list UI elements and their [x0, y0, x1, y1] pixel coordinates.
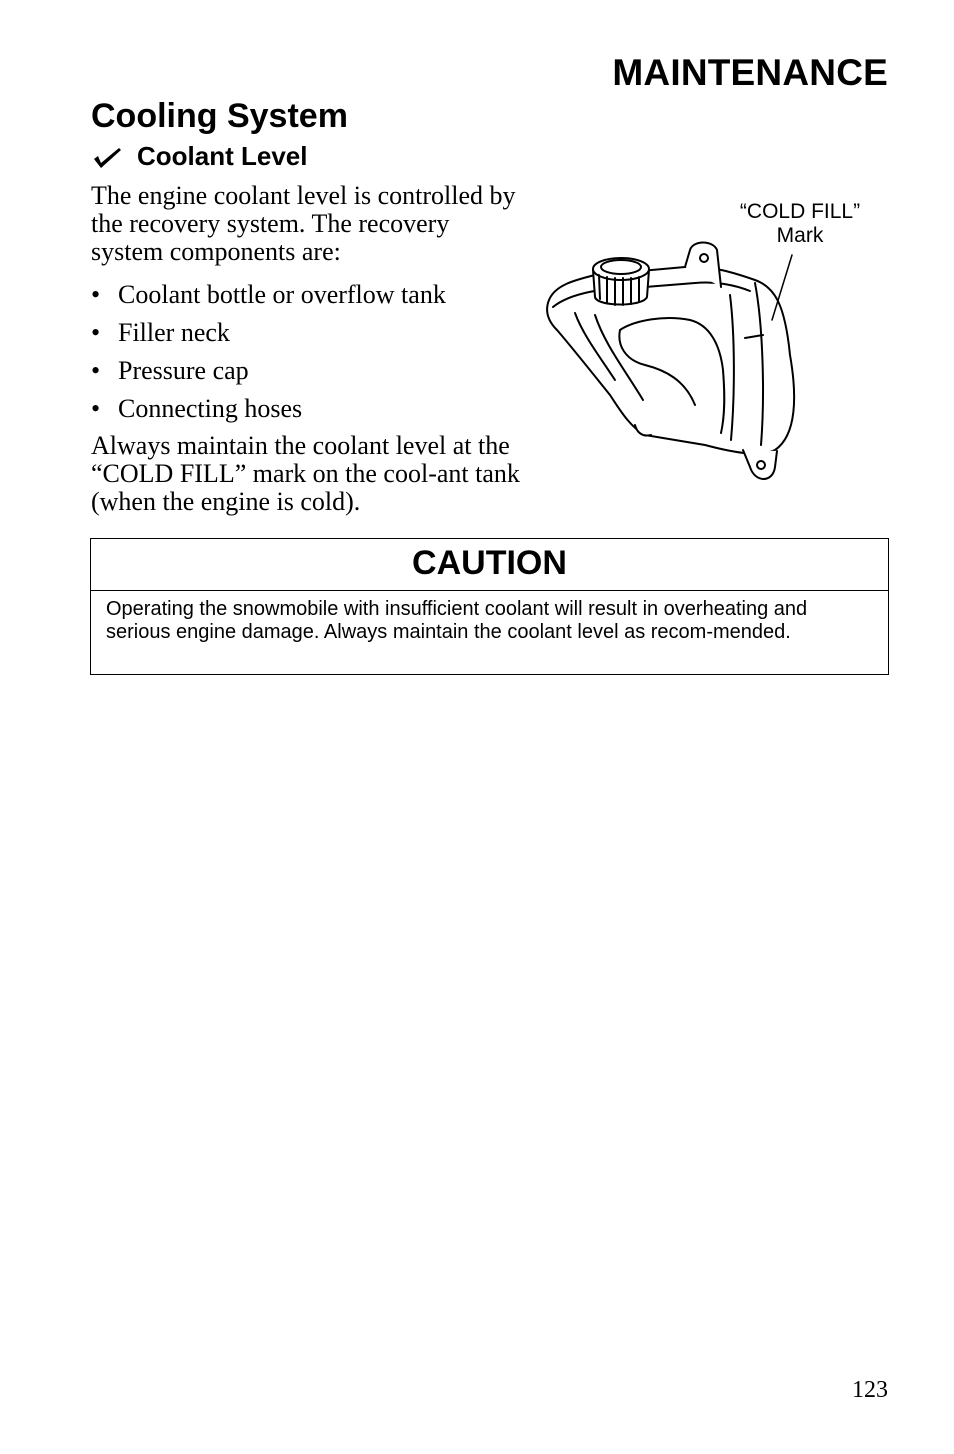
list-item: • Pressure cap — [91, 356, 446, 394]
list-item: • Coolant bottle or overflow tank — [91, 280, 446, 318]
list-item-text: Connecting hoses — [118, 394, 303, 423]
list-item-text: Filler neck — [118, 318, 230, 347]
subsection-heading — [91, 141, 307, 172]
section-title: Cooling System — [91, 97, 348, 135]
list-item: • Filler neck — [91, 318, 446, 356]
cold-fill-callout — [720, 200, 880, 248]
callout-line-1: “COLD FILL” — [739, 200, 861, 223]
list-item-text: Pressure cap — [118, 356, 249, 385]
callout-line-2: Mark — [776, 224, 824, 247]
checkmark-icon — [91, 145, 123, 169]
page-header-title: MAINTENANCE — [612, 52, 888, 93]
subsection-title: Coolant Level — [137, 141, 308, 171]
caution-box — [90, 538, 889, 675]
page-number: 123 — [852, 1377, 888, 1403]
outro-paragraph: Always maintain the coolant level at the “COLD FILL” mark on the cool-ant tank (when the engine is cold). — [91, 431, 520, 516]
caution-title: CAUTION — [91, 539, 888, 591]
caution-text: Operating the snowmobile with insufficient coolant will result in overheating and serious engine damage. Always maintain the coolant level as recom-mended. — [106, 598, 808, 643]
intro-paragraph: The engine coolant level is controlled by the recovery system. The recovery system components are: — [91, 181, 516, 266]
list-item: • Connecting hoses — [91, 394, 446, 432]
list-item-text: Coolant bottle or overflow tank — [118, 280, 446, 309]
component-list — [91, 280, 446, 432]
